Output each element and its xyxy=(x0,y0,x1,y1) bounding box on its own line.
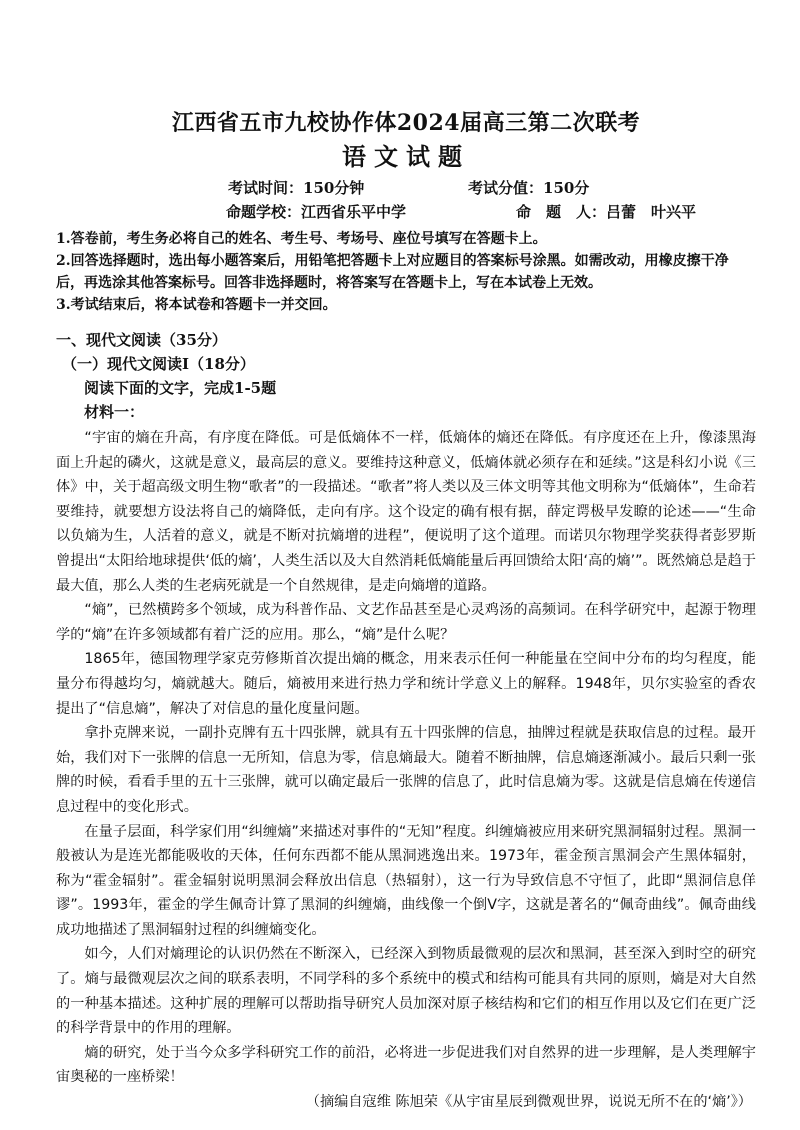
section-heading-part1: 一、现代文阅读（35分） xyxy=(56,331,227,349)
exam-meta-row-1 xyxy=(56,176,756,200)
article-paragraph: 如今，人们对熵理论的认识仍然在不断深入，已经深入到物质最微观的层次和黑洞，甚至深入到时空的研究了。熵与最微观层次之间的联系表明，不同学科的多个系统中的模式和结构可能具有共同的原则，熵是对大自然的一种基本描述。这种扩展的理解可以帮助指导研究人员加深对原子核结构和它们的相互作用以及它们在更广泛的科学背景中的作用的理解。 xyxy=(56,946,756,1037)
exam-meta-row-2 xyxy=(56,200,756,224)
article-paragraph: 拿扑克牌来说，一副扑克牌有五十四张牌，就具有五十四张牌的信息，抽牌过程就是获取信息的过程。最开始，我们对下一张牌的信息一无所知，信息为零，信息熵最大。随着不断抽牌，信息熵逐渐减小。最后只剩一张牌的时候，看看手里的五十三张牌，就可以确定最后一张牌的信息了，此时信息熵为零。这就是信息熵在传递信息过程中的变化形式。 xyxy=(56,725,756,815)
exam-notes xyxy=(56,228,756,316)
article-body xyxy=(56,426,756,1090)
reading-instruction: 阅读下面的文字，完成1-5题 xyxy=(84,379,277,397)
exam-title: 江西省五市九校协作体2024届高三第二次联考 xyxy=(171,110,641,136)
article-paragraph: 熵的研究，处于当今众多学科研究工作的前沿，必将进一步促进我们对自然界的进一步理解，是人类理解宇宙奥秘的一座桥梁！ xyxy=(56,1044,756,1086)
exam-school: 命题学校：江西省乐平中学 xyxy=(226,203,407,221)
exam-score: 考试分值：150分 xyxy=(468,179,590,197)
article-source: （摘编自寇维 陈旭荣《从宇宙星辰到微观世界，说说无所不在的‘熵’》） xyxy=(305,1094,752,1111)
material-label: 材料一： xyxy=(84,403,145,421)
note-item: 3.考试结束后，将本试卷和答题卡一并交回。 xyxy=(56,297,337,313)
note-item: 1.答卷前，考生务必将自己的姓名、考生号、考场号、座位号填写在答题卡上。 xyxy=(56,231,547,247)
article-paragraph: 在量子层面，科学家们用“纠缠熵”来描述对事件的“无知”程度。纠缠熵被应用来研究黑洞辐射过程。黑洞一般被认为是连光都能吸收的天体，任何东西都不能从黑洞逃逸出来。1973年，霍金预言黑洞会产生黑体辐射，称为“霍金辐射”。霍金辐射说明黑洞会释放出信息（热辐射），这一行为导致信息不守恒了，此即“黑洞信息佯谬”。1993年，霍金的学生佩奇计算了黑洞的纠缠熵，曲线像一个倒V字，这就是著名的“佩奇曲线”。佩奇曲线成功地描述了黑洞辐射过程的纠缠熵变化。 xyxy=(56,823,756,938)
article-paragraph: 1865年，德国物理学家克劳修斯首次提出熵的概念，用来表示任何一种能量在空间中分布的均匀程度，能量分布得越均匀，熵就越大。随后，熵被用来进行热力学和统计学意义上的解释。1948年，贝尔实验室的香农提出了“信息熵”，解决了对信息的量化度量问题。 xyxy=(56,651,756,717)
exam-author: 命 题 人：吕蕾 叶兴平 xyxy=(516,203,697,221)
note-item: 2.回答选择题时，选出每小题答案后，用铅笔把答题卡上对应题目的答案标号涂黑。如需改动，用橡皮擦干净后，再选涂其他答案标号。回答非选择题时，将答案写在答题卡上，写在本试卷上无效。 xyxy=(56,253,729,291)
exam-subtitle: 语文试题 xyxy=(342,142,470,171)
article-paragraph: “熵”，已然横跨多个领域，成为科普作品、文艺作品甚至是心灵鸡汤的高频词。在科学研究中，起源于物理学的“熵”在许多领域都有着广泛的应用。那么，“熵”是什么呢？ xyxy=(56,602,756,643)
section-heading-part1-1: （一）现代文阅读Ⅰ（18分） xyxy=(62,355,255,373)
exam-time: 考试时间：150分钟 xyxy=(228,179,365,197)
article-paragraph: “宇宙的熵在升高，有序度在降低。可是低熵体不一样，低熵体的熵还在降低。有序度还在上升，像漆黑海面上升起的磷火，这就是意义，最高层的意义。要维持这种意义，低熵体就必须存在和延续。”这是科幻小说《三体》中，关于超高级文明生物“歌者”的一段描述。“歌者”将人类以及三体文明等其他文明称为“低熵体”，生命若要维持，就要想方设法将自己的熵降低，走向有序。这个设定的确有根有据，薛定谔极早发瞭的论述——“生命以负熵为生，人活着的意义，就是不断对抗熵增的进程”，便说明了这个道理。而诺贝尔物理学奖获得者彭罗斯曾提出“太阳给地球提供‘低的熵’，人类生活以及大自然消耗低熵能量后再回馈给太阳‘高的熵’”。既然熵总是趋于最大值，那么人类的生老病死就是一个自然规律，是走向熵增的道路。 xyxy=(56,430,756,594)
